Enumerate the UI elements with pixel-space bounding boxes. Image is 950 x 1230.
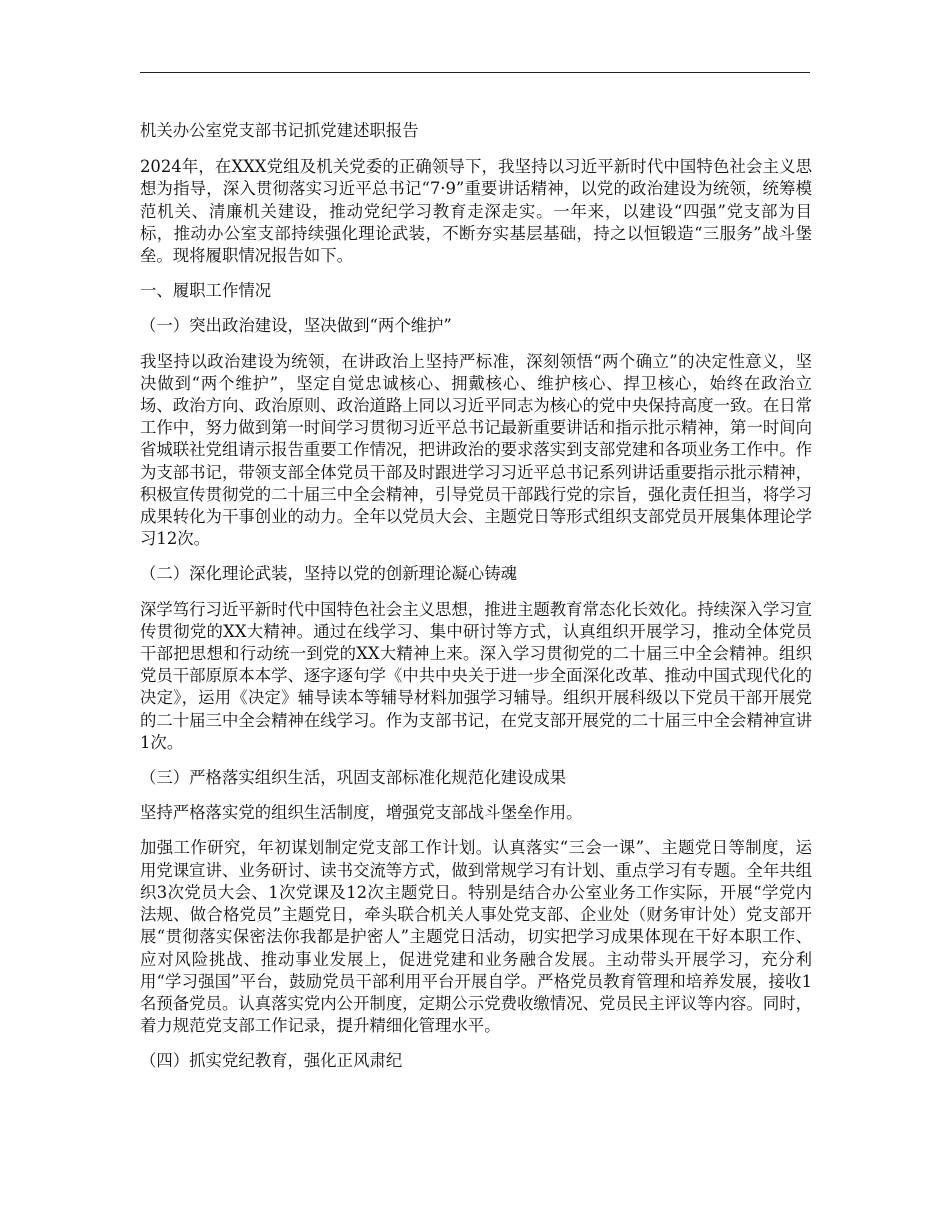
subsection-heading-3: （三）严格落实组织生活，巩固支部标准化规范化建设成果	[140, 768, 567, 788]
section-heading-1: 一、履职工作情况	[140, 281, 272, 301]
document-body	[140, 120, 812, 1086]
subsection-heading-2: （二）深化理论武装，坚持以党的创新理论凝心铸魂	[140, 564, 517, 584]
subsection-heading-1: （一）突出政治建设，坚决做到“两个维护”	[140, 316, 452, 336]
subsection-1-paragraph: 我坚持以政治建设为统领，在讲政治上坚持严标准，深刻领悟“两个确立”的决定性意义，坚决做到“两个维护”，坚定自觉忠诚核心、拥戴核心、维护核心、捍卫核心，始终在政治立场、政治方向、政治原则、政治道路上同以习近平同志为核心的党中央保持高度一致。在日常工作中，努力做到第一时间学习贯彻习近平总书记最新重要讲话和指示批示精神，第一时间向省城联社党组请示报告重要工作情况，把讲政治的要求落实到支部党建和各项业务工作中。作为支部书记，带领支部全体党员干部及时跟进学习习近平总书记系列讲话重要指示批示精神，积极宣传贯彻党的二十届三中全会精神，引导党员干部践行党的宗旨，强化责任担当，将学习成果转化为干事创业的动力。全年以党员大会、主题党日等形式组织支部党员开展集体理论学习12次。	[140, 351, 813, 549]
document-title: 机关办公室党支部书记抓党建述职报告	[140, 121, 419, 140]
subsection-3-paragraph-1: 坚持严格落实党的组织生活制度，增强党支部战斗堡垒作用。	[140, 803, 583, 823]
intro-paragraph: 2024年，在XXX党组及机关党委的正确领导下，我坚持以习近平新时代中国特色社会主义思想为指导，深入贯彻落实习近平总书记“7·9”重要讲话精神，以党的政治建设为统领，统筹模范机关、清廉机关建设，推动党纪学习教育走深走实。一年来，以建设“四强”党支部为目标，推动办公室支部持续强化理论武装，不断夯实基层基础，持之以恒锻造“三服务”战斗堡垒。现将履职情况报告如下。	[140, 157, 812, 266]
subsection-2-paragraph: 深学笃行习近平新时代中国特色社会主义思想，推进主题教育常态化长效化。持续深入学习宣传贯彻党的XX大精神。通过在线学习、集中研讨等方式，认真组织开展学习，推动全体党员干部把思想和行动统一到党的XX大精神上来。深入学习贯彻党的二十届三中全会精神。组织党员干部原原本本学、逐字逐句学《中共中央关于进一步全面深化改革、推动中国式现代化的决定》，运用《决定》辅导读本等辅导材料加强学习辅导。组织开展科级以下党员干部开展党的二十届三中全会精神在线学习。作为支部书记，在党支部开展党的二十届三中全会精神宣讲1次。	[140, 599, 813, 752]
subsection-3-paragraph-2: 加强工作研究，年初谋划制定党支部工作计划。认真落实“三会一课”、主题党日等制度，运用党课宣讲、业务研讨、读书交流等方式，做到常规学习有计划、重点学习有专题。全年共组织3次党员大会、1次党课及12次主题党日。特别是结合办公室业务工作实际，开展“学党内法规、做合格党员”主题党日，牵头联合机关人事处党支部、企业处（财务审计处）党支部开展“贯彻落实保密法你我都是护密人”主题党日活动，切实把学习成果体现在干好本职工作、应对风险挑战、推动事业发展上，促进党建和业务融合发展。主动带头开展学习，充分利用“学习强国”平台，鼓励党员干部利用平台开展自学。严格党员教育管理和培养发展，接收1名预备党员。认真落实党内公开制度，定期公示党费收缴情况、党员民主评议等内容。同时，着力规范党支部工作记录，提升精细化管理水平。	[140, 838, 813, 1036]
header-rule	[140, 72, 810, 73]
subsection-heading-4: （四）抓实党纪教育，强化正风肃纪	[140, 1051, 403, 1071]
